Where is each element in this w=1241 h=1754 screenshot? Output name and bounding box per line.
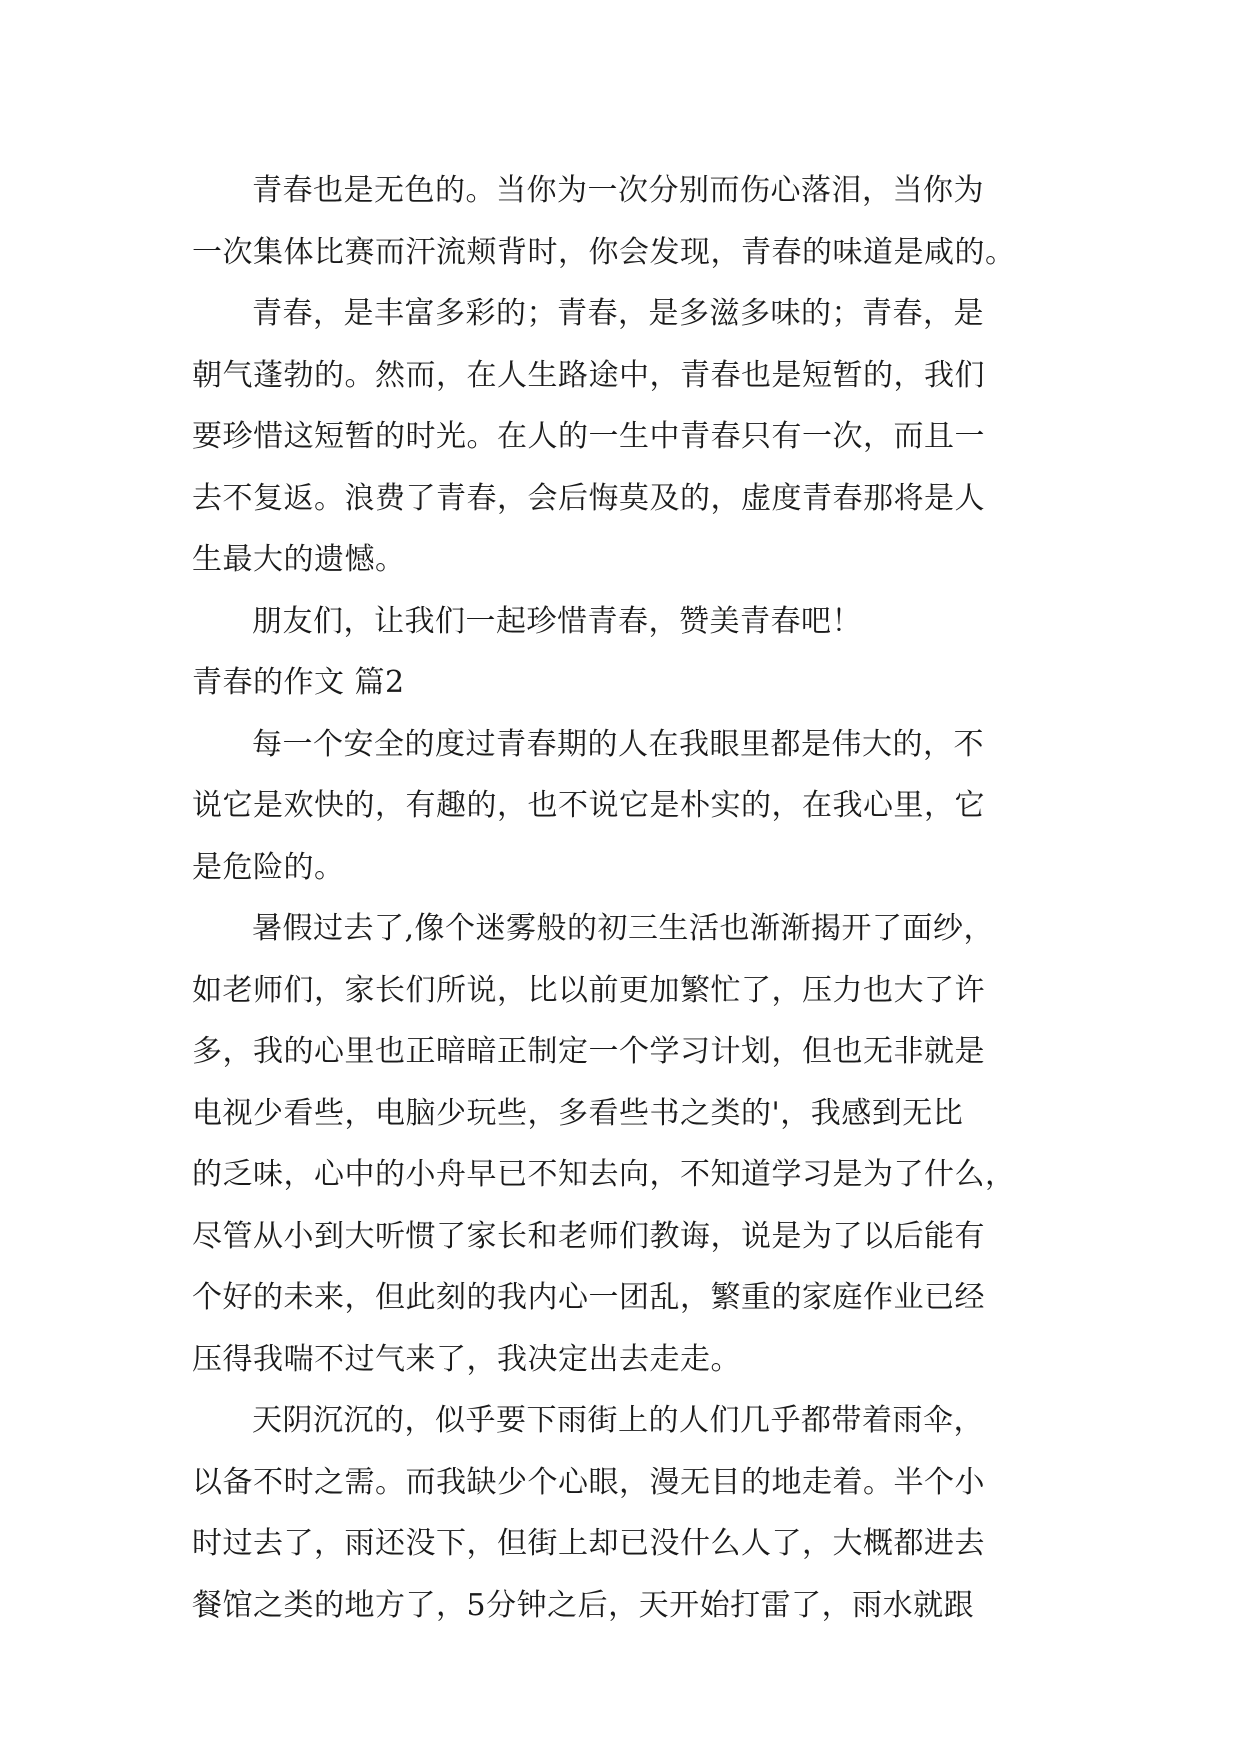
text-line: 生最大的遗憾。 [192, 542, 406, 577]
text-line: 青春，是丰富多彩的；青春，是多滋多味的；青春，是 [252, 296, 984, 331]
paragraph-youth-colorless [192, 160, 1072, 283]
text-line: 青春也是无色的。当你为一次分别而伤心落泪，当你为 [252, 173, 984, 208]
text-line: 朝气蓬勃的。然而，在人生路途中，青春也是短暂的，我们 [192, 357, 985, 393]
text-line: 时过去了，雨还没下，但街上却已没什么人了，大概都进去 [192, 1526, 985, 1561]
text-line: 是危险的。 [192, 849, 345, 885]
text-line: 如老师们，家长们所说，比以前更加繁忙了，压力也大了许 [192, 972, 985, 1008]
text-line: 个好的未来，但此刻的我内心一团乱，繁重的家庭作业已经 [192, 1280, 985, 1315]
text-line: 要珍惜这短暂的时光。在人的一生中青春只有一次，而且一 [192, 419, 985, 454]
text-line: 说它是欢快的，有趣的，也不说它是朴实的，在我心里，它 [192, 788, 985, 823]
paragraph-friends [192, 591, 1072, 653]
text-line: 去不复返。浪费了青春，会后悔莫及的，虚度青春那将是人 [192, 480, 985, 516]
text-line: 暑假过去了,像个迷雾般的初三生活也渐渐揭开了面纱， [252, 911, 995, 946]
text-line: 餐馆之类的地方了，5分钟之后，天开始打雷了，雨水就跟 [192, 1587, 975, 1623]
text-line: 朋友们，让我们一起珍惜青春，赞美青春吧！ [252, 603, 862, 639]
text-line: 以备不时之需。而我缺少个心眼，漫无目的地走着。半个小 [192, 1464, 985, 1500]
text-line: 的乏味，心中的小舟早已不知去向，不知道学习是为了什么， [192, 1157, 1016, 1192]
text-line: 尽管从小到大听惯了家长和老师们教诲，说是为了以后能有 [192, 1218, 985, 1254]
text-line: 压得我喘不过气来了，我决定出去走走。 [192, 1341, 741, 1377]
paragraph-youth-colorful [192, 283, 1072, 591]
paragraph-adolescence [192, 714, 1072, 899]
text-line: 天阴沉沉的，似乎要下雨街上的人们几乎都带着雨伞， [252, 1403, 984, 1438]
document-body [192, 160, 1072, 1636]
text-line: 多，我的心里也正暗暗正制定一个学习计划，但也无非就是 [192, 1034, 985, 1069]
text-line: 电视少看些，电脑少玩些，多看些书之类的'，我感到无比 [192, 1095, 964, 1131]
section-heading: 青春的作文 篇2 [192, 665, 405, 700]
paragraph-summer-vacation [192, 898, 1072, 1390]
paragraph-gloomy-day [192, 1390, 1072, 1636]
text-line: 一次集体比赛而汗流颊背时，你会发现，青春的味道是咸的。 [192, 234, 1016, 270]
text-line: 每一个安全的度过青春期的人在我眼里都是伟大的，不 [252, 726, 984, 762]
